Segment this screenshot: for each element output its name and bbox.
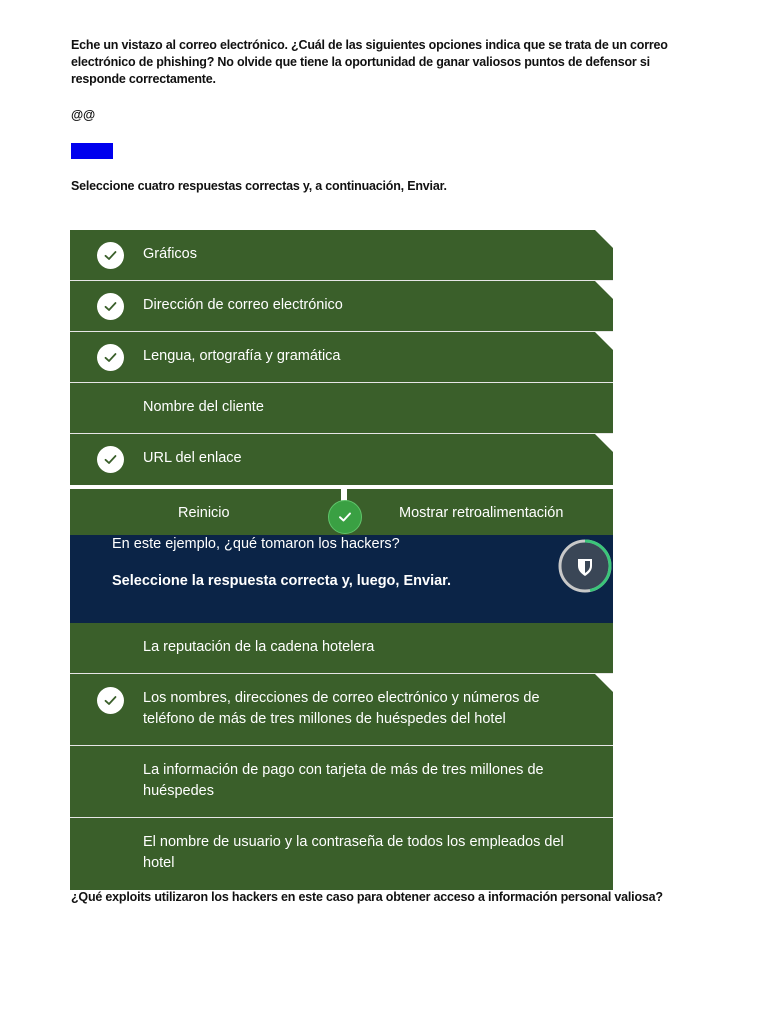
check-icon — [97, 344, 124, 371]
option-language[interactable] — [70, 332, 613, 383]
option-guest-names[interactable] — [70, 674, 613, 746]
option-graficos[interactable] — [70, 230, 613, 281]
question-instruction: Seleccione la respuesta correcta y, luego, Enviar. — [112, 573, 452, 589]
instruction-text: Seleccione cuatro respuestas correctas y, a continuación, Enviar. — [71, 179, 447, 193]
quiz-control-bar — [70, 489, 613, 535]
check-icon — [97, 242, 124, 269]
shield-icon — [557, 538, 613, 594]
quiz-options-2 — [70, 623, 613, 890]
option-label: El nombre de usuario y la contraseña de todos los empleados del hotel — [143, 834, 564, 871]
footer-question: ¿Qué exploits utilizaron los hackers en este caso para obtener acceso a información personal valiosa? — [71, 890, 663, 904]
option-hotel-reputation[interactable] — [70, 623, 613, 674]
reset-button[interactable]: Reinicio — [178, 505, 230, 521]
option-label: URL del enlace — [143, 450, 242, 466]
option-customer-name[interactable] — [70, 383, 613, 434]
quiz-options-1 — [70, 230, 613, 485]
submit-check-icon[interactable] — [328, 500, 362, 534]
option-label: La reputación de la cadena hotelera — [143, 639, 375, 655]
option-label: Gráficos — [143, 246, 197, 262]
intro-paragraph: Eche un vistazo al correo electrónico. ¿Cuál de las siguientes opciones indica que se trata de un correo electrónico de phishing? No olvide que tiene la oportunidad de ganar valiosos puntos de defensor si responde correctamente. — [71, 38, 668, 86]
question-text: En este ejemplo, ¿qué tomaron los hackers? — [112, 536, 400, 552]
option-label: Dirección de correo electrónico — [143, 297, 343, 313]
option-label: Nombre del cliente — [143, 399, 264, 415]
at-signs-text: @@ — [71, 108, 95, 122]
option-email-address[interactable] — [70, 281, 613, 332]
option-label: La información de pago con tarjeta de más de tres millones de huéspedes — [143, 762, 544, 799]
option-label: Lengua, ortografía y gramática — [143, 348, 341, 364]
check-icon — [97, 293, 124, 320]
option-employee-credentials[interactable] — [70, 818, 613, 890]
spoiler-block[interactable]: Spoiler — [72, 144, 113, 158]
question-panel — [70, 535, 613, 623]
option-payment-info[interactable] — [70, 746, 613, 818]
check-icon — [97, 446, 124, 473]
option-link-url[interactable] — [70, 434, 613, 485]
check-icon — [97, 687, 124, 714]
option-label: Los nombres, direcciones de correo electrónico y números de teléfono de más de tres millones de huéspedes del hotel — [143, 690, 540, 727]
show-feedback-button[interactable]: Mostrar retroalimentación — [399, 505, 564, 521]
